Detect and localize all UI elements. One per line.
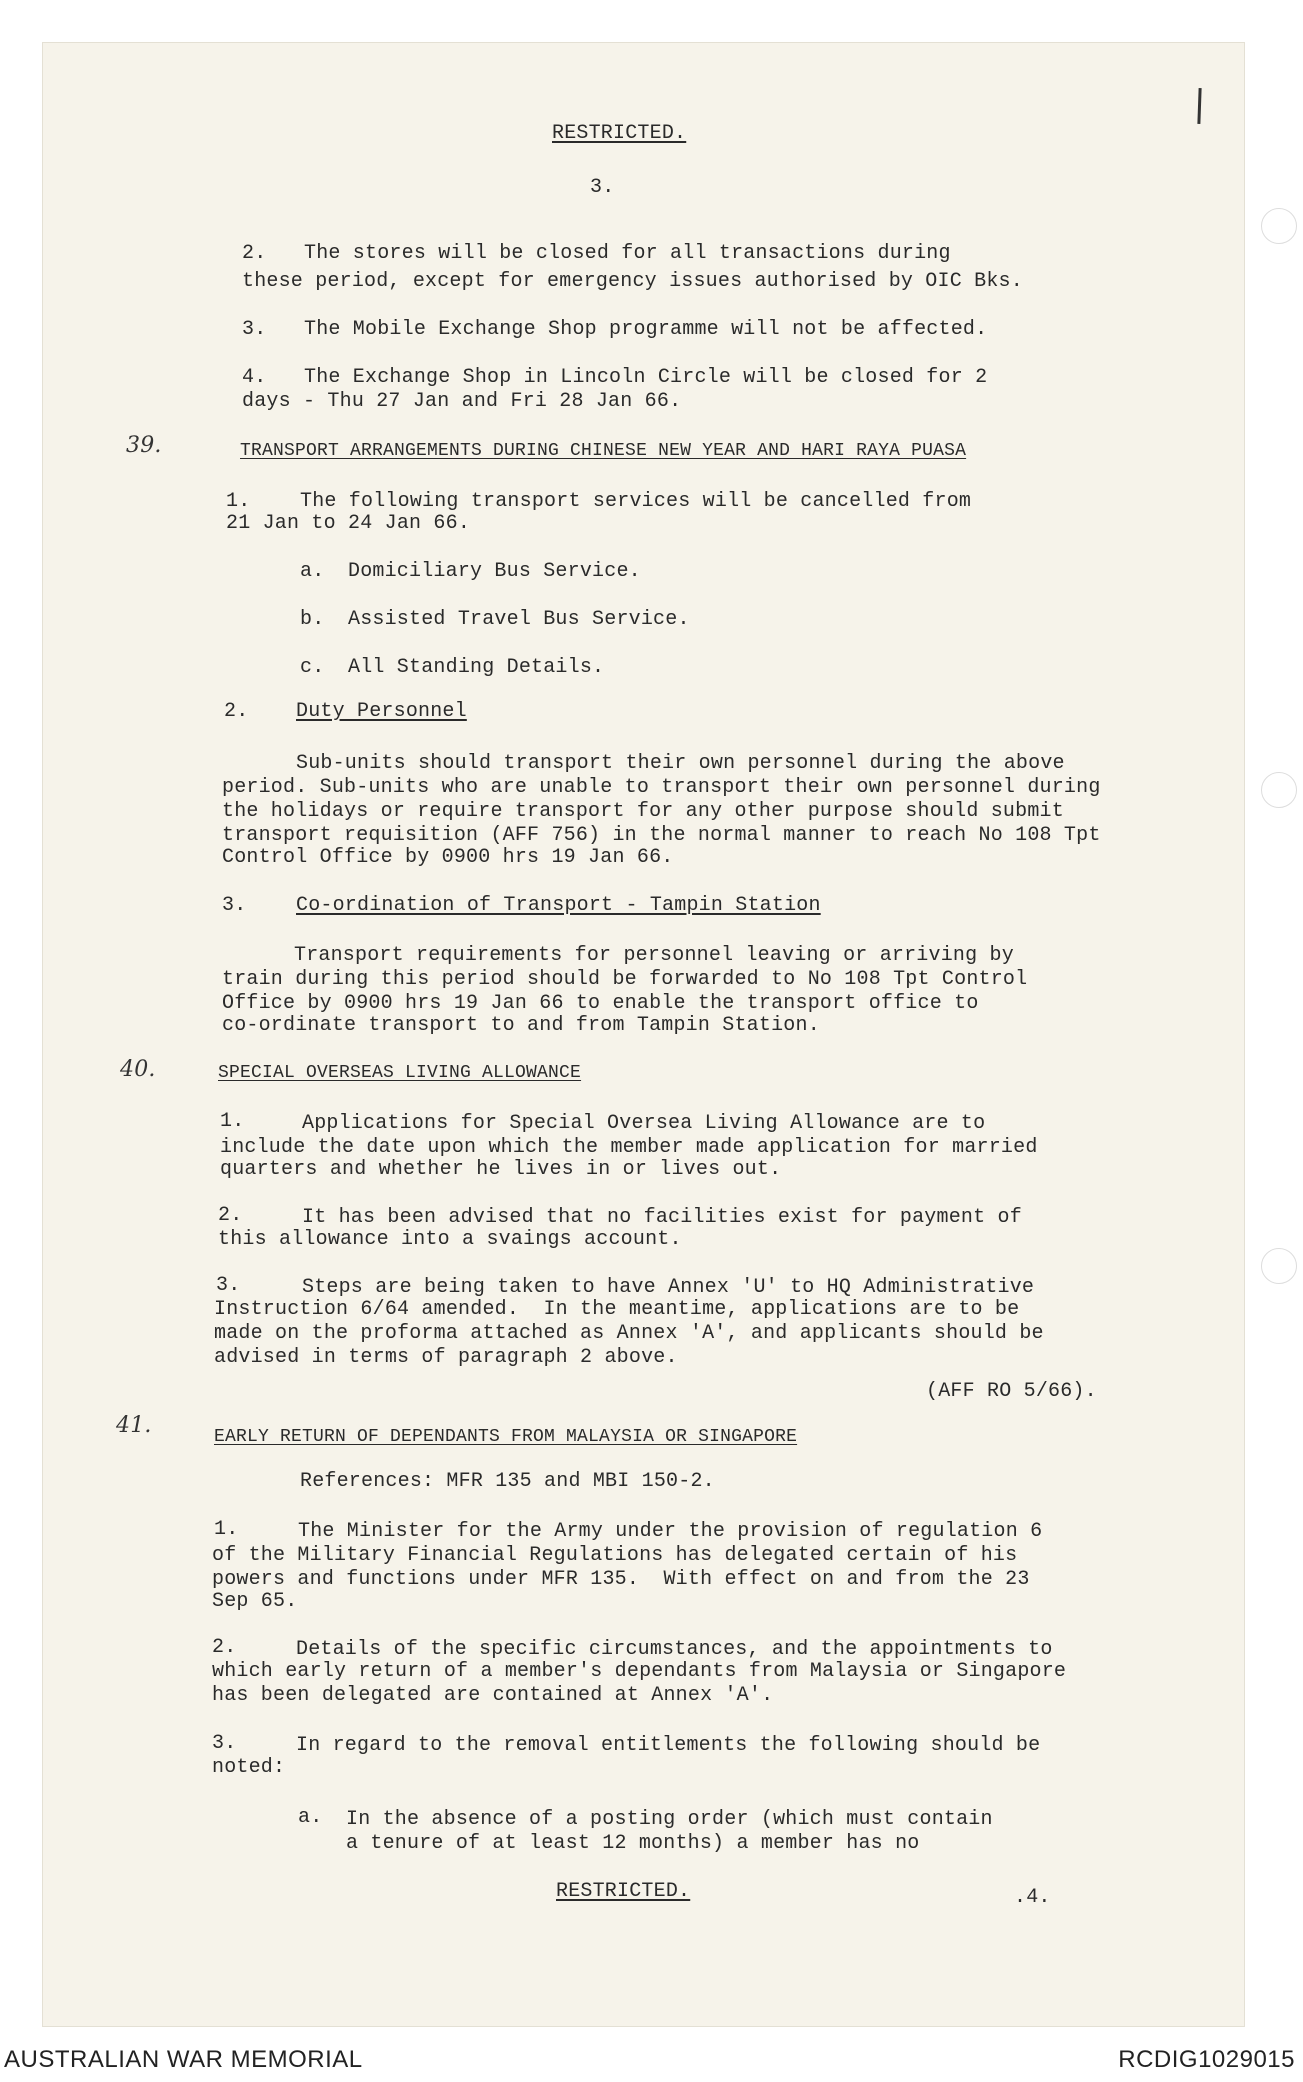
para-line: The Minister for the Army under the provision of regulation 6 [298,1520,1043,1543]
section-title: TRANSPORT ARRANGEMENTS DURING CHINESE NEW YEAR AND HARI RAYA PUASA [240,441,967,461]
para-line: It has been advised that no facilities exist for payment of [302,1206,1022,1229]
para-number: 3. [222,894,247,917]
para-line: Applications for Special Oversea Living Allowance are to [302,1112,986,1135]
para-line: include the date upon which the member made application for married [220,1136,1038,1159]
para-line: powers and functions under MFR 135. With effect on and from the 23 [212,1568,1030,1591]
para-number: 3. [212,1732,237,1755]
para-line: In regard to the removal entitlements the following should be [296,1734,1041,1757]
para-line: which early return of a member's dependants from Malaysia or Singapore [212,1660,1067,1683]
para-line: days - Thu 27 Jan and Fri 28 Jan 66. [242,390,682,413]
para-line: made on the proforma attached as Annex 'A', and applicants should be [214,1322,1044,1345]
para-line: Control Office by 0900 hrs 19 Jan 66. [222,846,674,869]
para-line: transport requisition (AFF 756) in the normal manner to reach No 108 Tpt [222,824,1101,847]
para-line: 21 Jan to 24 Jan 66. [226,512,471,535]
para-line: Instruction 6/64 amended. In the meantime, applications are to be [214,1298,1020,1321]
list-item: All Standing Details. [348,656,605,679]
archive-credit: AUSTRALIAN WAR MEMORIAL [4,2046,363,2073]
page-number: 3. [590,176,615,199]
para-line: quarters and whether he lives in or lives out. [220,1158,782,1181]
classification-header: RESTRICTED. [552,122,687,145]
para-number: 4. [242,366,267,389]
para-number: 2. [218,1204,243,1227]
para-line: Sep 65. [212,1590,298,1613]
classification-footer: RESTRICTED. [556,1880,691,1903]
para-line: of the Military Financial Regulations has delegated certain of his [212,1544,1018,1567]
list-letter: a. [300,560,325,583]
para-line: advised in terms of paragraph 2 above. [214,1346,678,1369]
para-number: 2. [212,1636,237,1659]
para-number: 3. [242,318,267,341]
para-number: 2. [242,242,267,265]
para-line: The Exchange Shop in Lincoln Circle will be closed for 2 [304,366,988,389]
section-title: SPECIAL OVERSEAS LIVING ALLOWANCE [218,1063,582,1083]
para-heading: Duty Personnel [296,700,467,723]
punch-hole [1261,1248,1297,1284]
para-line: train during this period should be forwarded to No 108 Tpt Control [222,968,1028,991]
para-line: The following transport services will be cancelled from [300,490,972,513]
para-line: The stores will be closed for all transactions during [304,242,951,265]
para-line: Steps are being taken to have Annex 'U' to HQ Administrative [302,1276,1035,1299]
para-line: a tenure of at least 12 months) a member has no [346,1832,920,1855]
para-line: has been delegated are contained at Annex 'A'. [212,1684,774,1707]
para-line: co-ordinate transport to and from Tampin Station. [222,1014,820,1037]
para-line: period. Sub-units who are unable to transport their own personnel during [222,776,1101,799]
para-line: Office by 0900 hrs 19 Jan 66 to enable the transport office to [222,992,979,1015]
section-number: 40. [120,1057,156,1082]
punch-hole [1261,772,1297,808]
para-line: The Mobile Exchange Shop programme will not be affected. [304,318,988,341]
reference-note: (AFF RO 5/66). [926,1380,1097,1403]
para-number: 1. [226,490,251,513]
section-title: EARLY RETURN OF DEPENDANTS FROM MALAYSIA OR SINGAPORE [214,1427,798,1447]
para-line: this allowance into a svaings account. [218,1228,682,1251]
list-item: Domiciliary Bus Service. [348,560,641,583]
para-line: Sub-units should transport their own personnel during the above [296,752,1065,775]
para-number: 3. [216,1274,241,1297]
punch-hole [1261,208,1297,244]
para-line: noted: [212,1756,286,1779]
para-number: 1. [220,1110,245,1133]
list-letter: c. [300,656,325,679]
para-number: 2. [224,700,249,723]
para-line: these period, except for emergency issues authorised by OIC Bks. [242,270,1023,293]
list-letter: b. [300,608,325,631]
section-number: 41. [116,1413,152,1438]
para-line: the holidays or require transport for any other purpose should submit [222,800,1064,823]
para-number: 1. [214,1518,239,1541]
next-page-marker: .4. [1014,1886,1051,1909]
archive-id: RCDIG1029015 [1118,2046,1295,2073]
list-item: Assisted Travel Bus Service. [348,608,690,631]
para-line: In the absence of a posting order (which must contain [346,1808,993,1831]
list-letter: a. [298,1806,323,1829]
references-line: References: MFR 135 and MBI 150-2. [300,1470,715,1493]
section-number: 39. [126,433,162,458]
para-heading: Co-ordination of Transport - Tampin Station [296,894,821,917]
para-line: Transport requirements for personnel leaving or arriving by [294,944,1014,967]
para-line: Details of the specific circumstances, and the appointments to [296,1638,1053,1661]
